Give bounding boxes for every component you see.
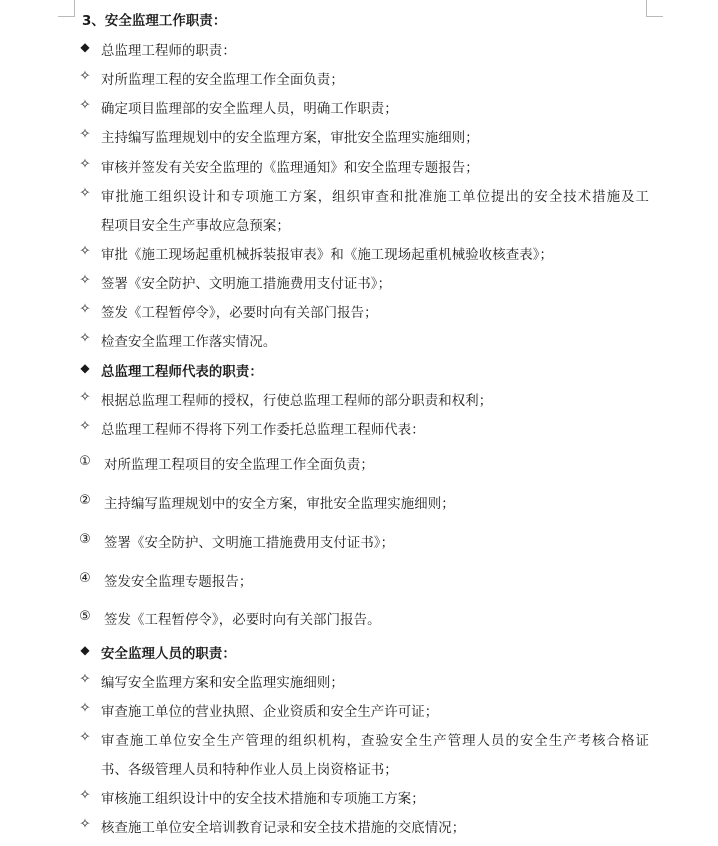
numbered-item-text: 对所监理工程项目的安全监理工作全面负责； [104, 458, 374, 473]
star-bullet-icon: ✧ [79, 69, 91, 84]
star-bullet-icon: ✧ [79, 127, 91, 142]
star-bullet-icon: ✧ [79, 390, 91, 405]
star-bullet-icon: ✧ [79, 244, 91, 259]
list-item-text: 审查施工单位的营业执照、企业资质和安全生产许可证； [101, 705, 439, 720]
numbered-item-text: 签发《工程暂停令》，必要时向有关部门报告。 [104, 613, 381, 628]
list-item-text: 确定项目监理部的安全监理人员，明确工作职责； [101, 102, 398, 117]
star-bullet-icon: ✧ [79, 701, 91, 716]
list-item-text: 总监理工程师不得将下列工作委托总监理工程师代表： [101, 423, 425, 438]
list-item-text: 审批《施工现场起重机械拆装报审表》和《施工现场起重机械验收核查表》； [101, 248, 553, 263]
circled-number: ① [79, 454, 91, 469]
star-bullet-icon: ✧ [79, 730, 91, 745]
star-bullet-icon: ✧ [79, 273, 91, 288]
circled-number: ③ [79, 532, 91, 547]
list-item-text: 签发《工程暂停令》，必要时向有关部门报告； [101, 306, 378, 321]
list-item-text: 核查施工单位安全培训教育记录和安全技术措施的交底情况； [101, 821, 466, 836]
diamond-bullet-icon: ◆ [80, 361, 90, 375]
list-item-text: 根据总监理工程师的授权，行使总监理工程师的部分职责和权利； [101, 394, 493, 409]
section-heading: 3、安全监理工作职责： [82, 14, 227, 29]
circled-number: ④ [79, 571, 91, 586]
list-item-text: 检查安全监理工作落实情况。 [101, 335, 277, 350]
list-item-text: 审查施工单位安全生产管理的组织机构，查验安全生产管理人员的安全生产考核合格证 [101, 734, 649, 749]
group-title: 安全监理人员的职责： [101, 647, 236, 662]
list-item-text: 审核施工组织设计中的安全技术措施和专项施工方案； [101, 792, 425, 807]
star-bullet-icon: ✧ [79, 157, 91, 172]
star-bullet-icon: ✧ [79, 672, 91, 687]
diamond-bullet-icon: ◆ [80, 643, 90, 657]
diamond-bullet-icon: ◆ [80, 40, 90, 54]
circled-number: ⑤ [79, 609, 91, 624]
star-bullet-icon: ✧ [79, 331, 91, 346]
star-bullet-icon: ✧ [79, 186, 91, 201]
numbered-item-text: 主持编写监理规划中的安全方案，审批安全监理实施细则； [104, 497, 455, 512]
list-item-text: 签署《安全防护、文明施工措施费用支付证书》； [101, 277, 392, 292]
list-item-text: 程项目安全生产事故应急预案； [101, 219, 290, 234]
list-item-text: 对所监理工程的安全监理工作全面负责； [101, 73, 344, 88]
star-bullet-icon: ✧ [79, 788, 91, 803]
page-corner-mark [646, 0, 663, 17]
star-bullet-icon: ✧ [79, 302, 91, 317]
list-item-text: 编写安全监理方案和安全监理实施细则； [101, 676, 344, 691]
page-corner-mark [58, 0, 75, 17]
star-bullet-icon: ✧ [79, 817, 91, 832]
list-item-text: 审批施工组织设计和专项施工方案，组织审查和批准施工单位提出的安全技术措施及工 [101, 190, 649, 205]
group-title: 总监理工程师的职责： [101, 44, 236, 59]
numbered-item-text: 签发安全监理专题报告； [104, 575, 253, 590]
group-title: 总监理工程师代表的职责： [101, 365, 263, 380]
numbered-item-text: 签署《安全防护、文明施工措施费用支付证书》； [104, 536, 395, 551]
list-item-text: 审核并签发有关安全监理的《监理通知》和安全监理专题报告； [101, 161, 479, 176]
star-bullet-icon: ✧ [79, 419, 91, 434]
list-item-text: 主持编写监理规划中的安全监理方案，审批安全监理实施细则； [101, 131, 479, 146]
circled-number: ② [79, 493, 91, 508]
list-item-text: 书、各级管理人员和特种作业人员上岗资格证书； [101, 763, 398, 778]
star-bullet-icon: ✧ [79, 98, 91, 113]
